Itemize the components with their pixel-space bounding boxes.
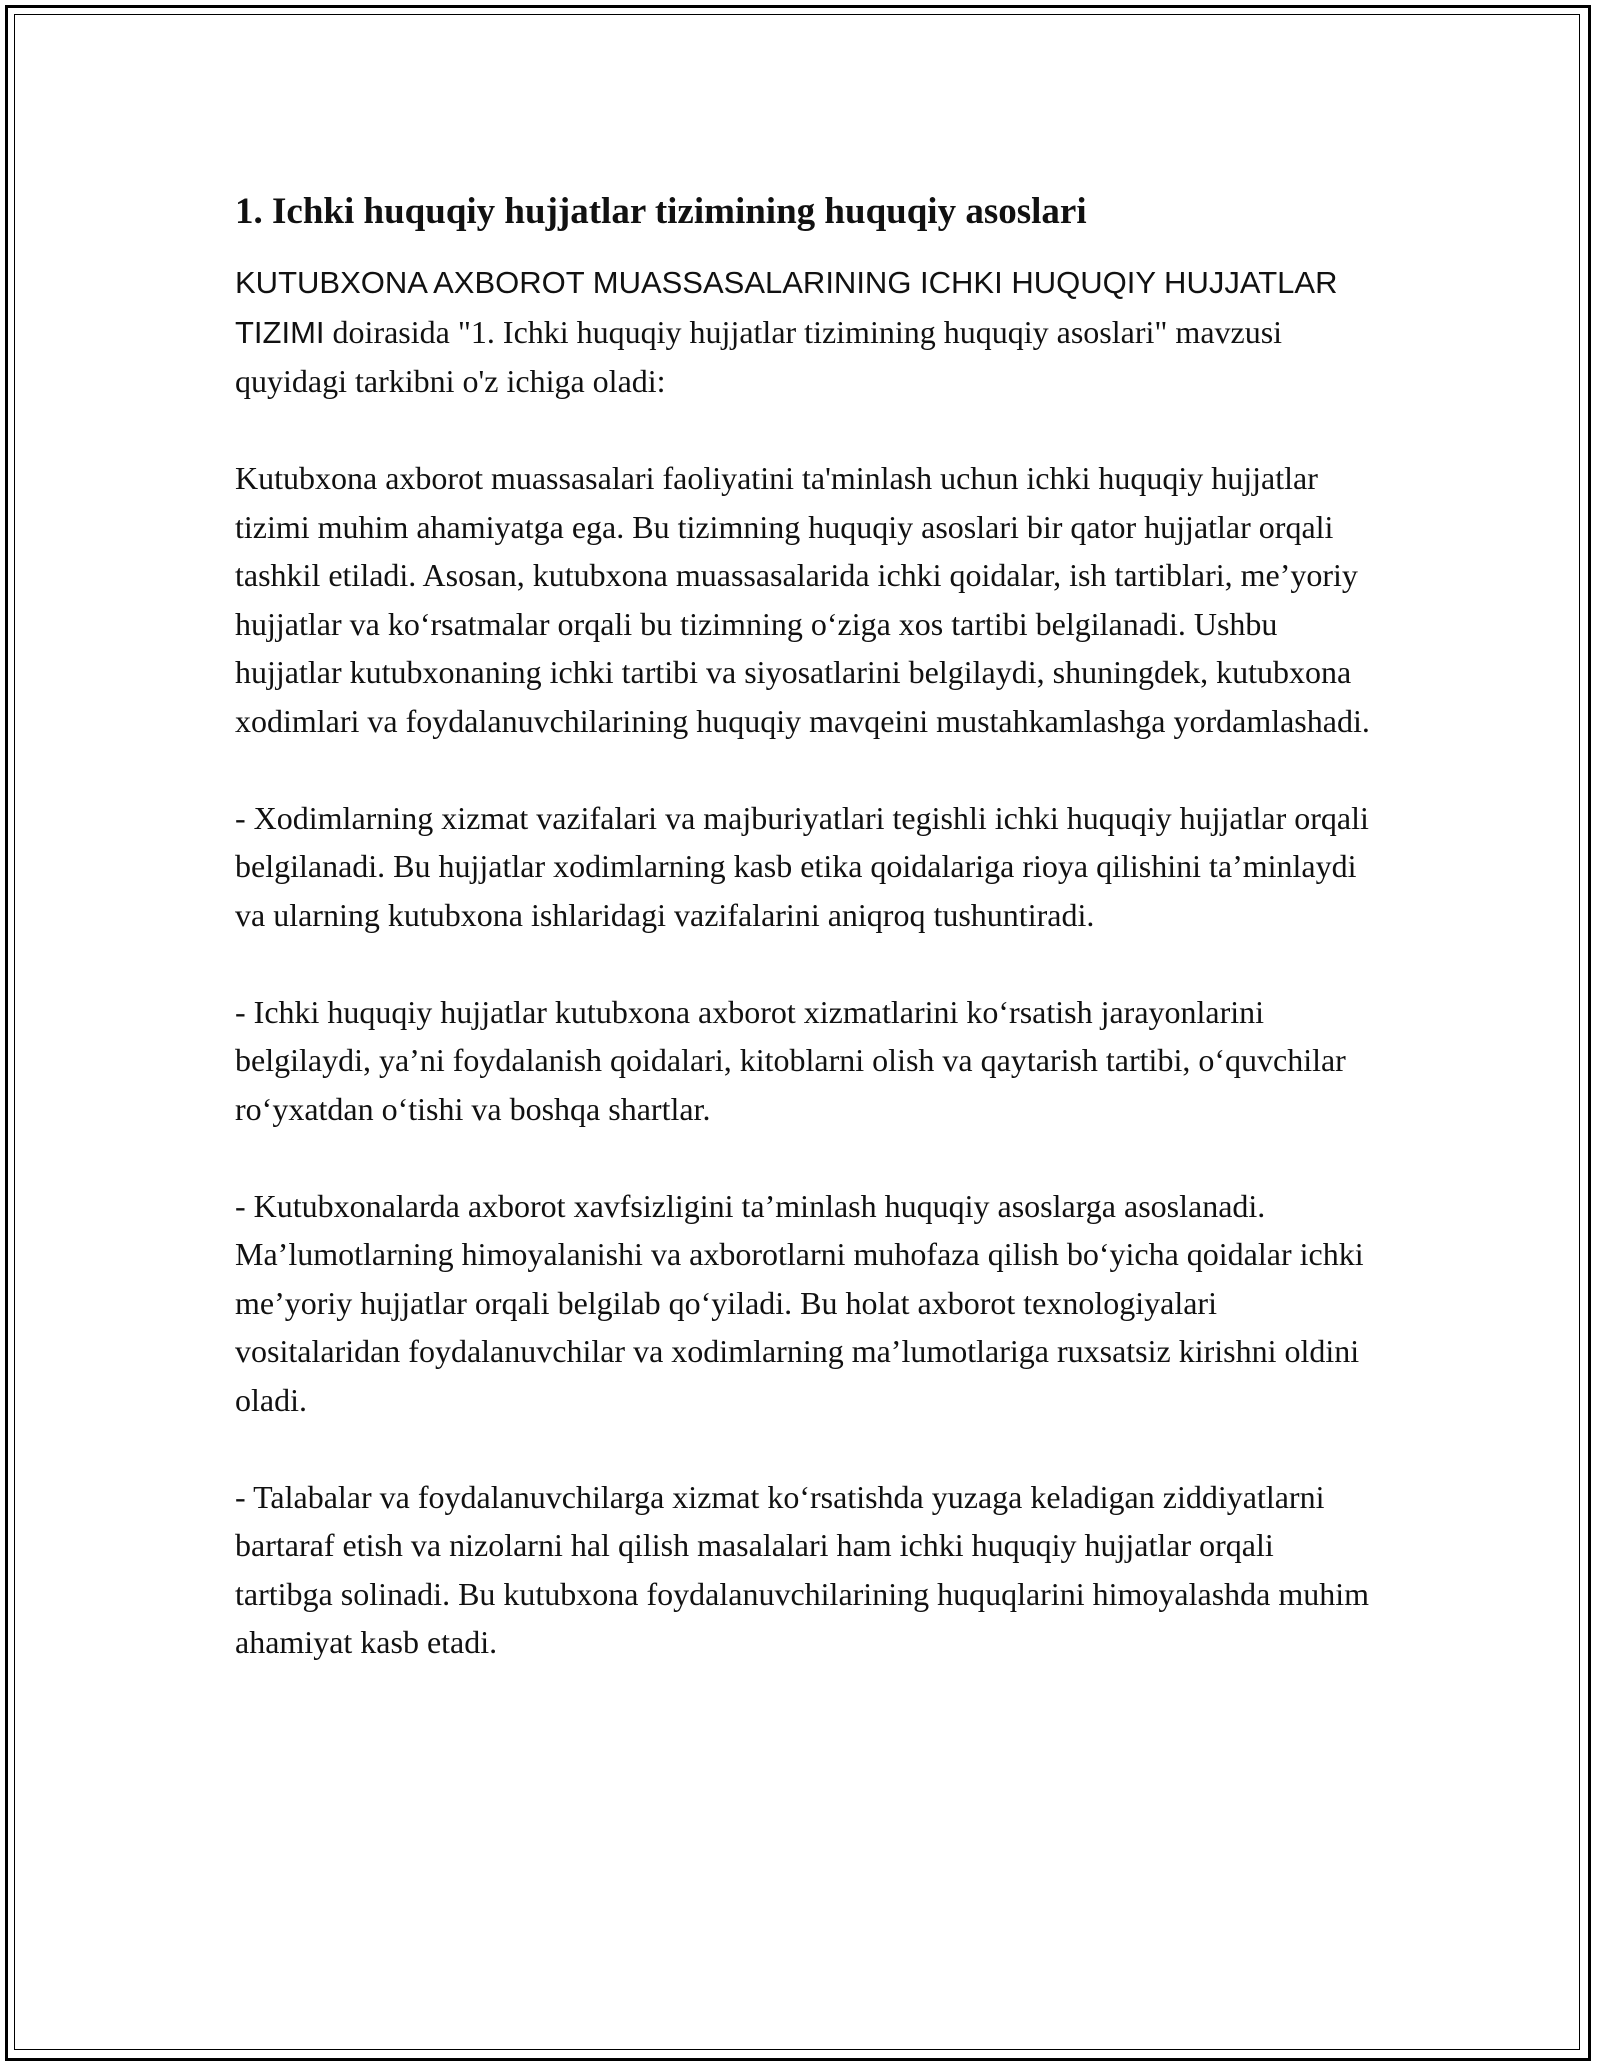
paragraph-overview: Kutubxona axborot muassasalari faoliyatini ta'minlash uchun ichki huquqiy hujjatlar tizimi muhim ahamiyatga ega. Bu tizimning huquqiy asoslari bir qator hujjatlar orqali tashkil etiladi. Asosan, kutubxona muassasalarida ichki qoidalar, ish tartiblari, me’yoriy hujjatlar va ko‘rsatmalar orqali bu tizimning o‘ziga xos tartibi belgilanadi. Ushbu hujjatlar kutubxonaning ichki tartibi va siyosatlarini belgilaydi, shuningdek, kutubxona xodimlari va foydalanuvchilarining huquqiy mavqeini mustahkamlashga yordamlashadi.	[235, 460, 1370, 739]
paragraph-service-rules: - Ichki huquqiy hujjatlar kutubxona axborot xizmatlarini ko‘rsatish jarayonlarini belgilaydi, ya’ni foydalanish qoidalari, kitoblarni olish va qaytarish tartibi, o‘quvchilar ro‘yxatdan o‘tishi va boshqa shartlar.	[235, 993, 1346, 1127]
document-heading: 1. Ichki huquqiy hujjatlar tizimining huquqiy asoslari	[235, 191, 1087, 232]
paragraph-info-security: - Kutubxonalarda axborot xavfsizligini ta’minlash huquqiy asoslarga asoslanadi. Ma’lumotlarning himoyalanishi va axborotlarni muhofaza qilish bo‘yicha qoidalar ichki me’yoriy hujjatlar orqali belgilab qo‘yiladi. Bu holat axborot texnologiyalari vositalaridan foydalanuvchilar va xodimlarning ma’lumotlariga ruxsatsiz kirishni oldini oladi.	[235, 1187, 1364, 1418]
intro-paragraph	[235, 258, 1375, 406]
intro-rest-text: doirasida "1. Ichki huquqiy hujjatlar tizimining huquqiy asoslari" mavzusi quyidagi tarkibni o'z ichiga oladi:	[235, 313, 1283, 399]
document-body	[235, 188, 1375, 1715]
paragraph-staff-duties: - Xodimlarning xizmat vazifalari va majburiyatlari tegishli ichki huquqiy hujjatlar orqali belgilanadi. Bu hujjatlar xodimlarning kasb etika qoidalariga rioya qilishini ta’minlaydi va ularning kutubxona ishlaridagi vazifalarini aniqroq tushuntiradi.	[235, 799, 1369, 933]
intro-caps-text: KUTUBXONA AXBOROT MUASSASALARINING ICHKI HUQUQIY HUJJATLAR TIZIMI	[235, 265, 1338, 350]
paragraph-dispute-resolution: - Talabalar va foydalanuvchilarga xizmat ko‘rsatishda yuzaga keladigan ziddiyatlarni bartaraf etish va nizolarni hal qilish masalalari ham ichki huquqiy hujjatlar orqali tartibga solinadi. Bu kutubxona foydalanuvchilarining huquqlarini himoyalashda muhim ahamiyat kasb etadi.	[235, 1478, 1370, 1660]
